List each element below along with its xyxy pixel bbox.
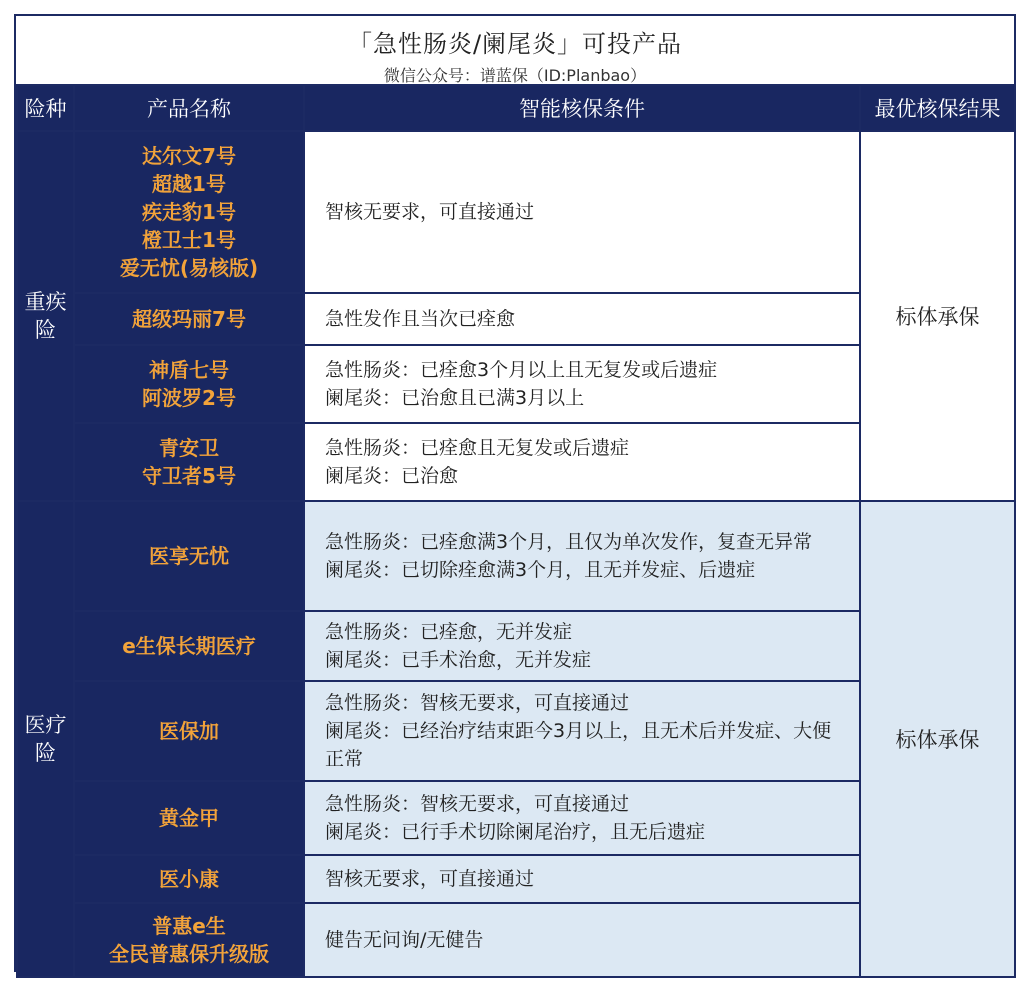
product-name: 爱无忧(易核版) (119, 256, 259, 280)
product-name-cell (74, 855, 304, 903)
page-title: 「急性肠炎/阑尾炎」可投产品 (347, 30, 683, 58)
insurance-type-label: 重疾 (24, 290, 67, 314)
product-name: 达尔文7号 (142, 144, 236, 168)
condition-text: 阑尾炎：已治愈且已满3月以上 (325, 387, 585, 409)
condition-text: 急性肠炎：已痊愈且无复发或后遗症 (325, 437, 630, 459)
underwriting-result-cell: 标体承保 (860, 131, 1015, 501)
condition-text: 阑尾炎：已切除痊愈满3个月，且无并发症、后遗症 (325, 559, 756, 581)
product-name: 阿波罗2号 (142, 386, 236, 410)
page-subtitle: 微信公众号：谱蓝保（ID:Planbao） (383, 66, 647, 85)
condition-text: 阑尾炎：已经治疗结束距今3月以上，且无术后并发症、大便正常 (325, 720, 832, 770)
product-name: 医小康 (159, 867, 219, 891)
product-name: e生保长期医疗 (122, 634, 256, 658)
condition-text: 急性发作且当次已痊愈 (325, 308, 516, 330)
col-header-product: 产品名称 (74, 85, 304, 131)
underwriting-condition-cell (304, 293, 860, 345)
condition-text: 急性肠炎：已痊愈，无并发症 (325, 621, 573, 643)
condition-text: 智核无要求，可直接通过 (325, 868, 535, 890)
condition-text: 阑尾炎：已手术治愈，无并发症 (325, 649, 592, 671)
insurance-type-label: 险 (35, 741, 56, 765)
insurance-type-cell (17, 501, 74, 977)
col-header-result: 最优核保结果 (860, 85, 1015, 131)
title-block (16, 16, 1014, 86)
condition-text: 阑尾炎：已治愈 (325, 465, 459, 487)
insurance-type-cell (17, 131, 74, 501)
underwriting-condition-cell (304, 423, 860, 501)
underwriting-condition-cell (304, 855, 860, 903)
underwriting-condition-cell (304, 781, 860, 855)
product-name-cell (74, 293, 304, 345)
product-name: 医享无忧 (149, 544, 229, 568)
product-name-cell (74, 611, 304, 681)
col-header-condition: 智能核保条件 (304, 85, 860, 131)
col-header-type: 险种 (17, 85, 74, 131)
product-name: 黄金甲 (159, 806, 219, 830)
product-name: 超级玛丽7号 (132, 307, 246, 331)
insurance-type-label: 险 (35, 318, 56, 342)
product-name: 神盾七号 (149, 358, 229, 382)
insurance-type-label: 医疗 (24, 713, 67, 737)
underwriting-condition-cell (304, 681, 860, 781)
product-name: 医保加 (159, 719, 219, 743)
condition-text: 急性肠炎：智核无要求，可直接通过 (325, 692, 630, 714)
header-row (17, 85, 1015, 131)
product-name: 超越1号 (152, 172, 226, 196)
product-name: 橙卫士1号 (142, 228, 236, 252)
condition-text: 健告无问询/无健告 (325, 929, 484, 951)
underwriting-condition-cell (304, 611, 860, 681)
underwriting-condition-cell (304, 501, 860, 611)
underwriting-result-cell: 标体承保 (860, 501, 1015, 977)
condition-text: 阑尾炎：已行手术切除阑尾治疗，且无后遗症 (325, 821, 706, 843)
product-name: 疾走豹1号 (142, 200, 236, 224)
table-row (17, 501, 1015, 611)
condition-text: 急性肠炎：已痊愈满3个月，且仅为单次发作，复查无异常 (325, 531, 813, 553)
underwriting-condition-cell (304, 903, 860, 977)
condition-text: 智核无要求，可直接通过 (325, 201, 535, 223)
product-name-cell (74, 903, 304, 977)
product-name: 普惠e生 (152, 914, 226, 938)
underwriting-condition-cell (304, 345, 860, 423)
condition-text: 急性肠炎：智核无要求，可直接通过 (325, 793, 630, 815)
product-name-cell (74, 781, 304, 855)
table-row (17, 131, 1015, 293)
table-body (17, 131, 1015, 977)
condition-text: 急性肠炎：已痊愈3个月以上且无复发或后遗症 (325, 359, 718, 381)
table-card (14, 14, 1016, 972)
product-name-cell (74, 345, 304, 423)
product-name-cell (74, 423, 304, 501)
product-name-cell (74, 131, 304, 293)
product-table (16, 84, 1016, 978)
product-name-cell (74, 681, 304, 781)
product-name: 守卫者5号 (142, 464, 236, 488)
product-name-cell (74, 501, 304, 611)
underwriting-condition-cell (304, 131, 860, 293)
product-name: 全民普惠保升级版 (109, 942, 269, 966)
product-name: 青安卫 (159, 436, 219, 460)
